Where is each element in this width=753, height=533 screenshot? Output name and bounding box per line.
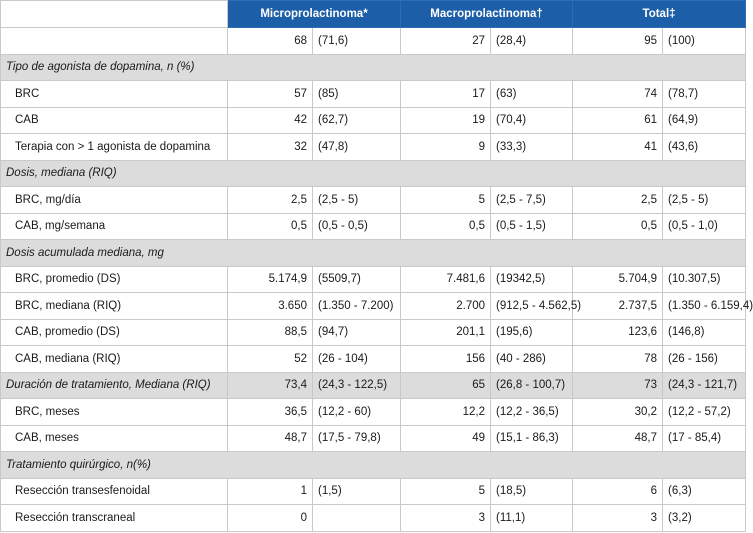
count-cell: 61 bbox=[573, 107, 663, 134]
range-cell: (0,5 - 1,0) bbox=[663, 213, 746, 240]
range-cell: (43,6) bbox=[663, 134, 746, 161]
table-row bbox=[1, 266, 746, 293]
count-cell: 0,5 bbox=[573, 213, 663, 240]
totals-macro-n: 27 bbox=[401, 28, 491, 55]
count-cell: 2,5 bbox=[573, 187, 663, 214]
section-value-cell: 73 bbox=[573, 372, 663, 399]
row-label: BRC, meses bbox=[1, 399, 228, 426]
row-label: Resección transcraneal bbox=[1, 505, 228, 532]
count-cell: 88,5 bbox=[228, 319, 313, 346]
count-cell: 30,2 bbox=[573, 399, 663, 426]
range-cell: (2,5 - 5) bbox=[313, 187, 401, 214]
section-value-cell: 73,4 bbox=[228, 372, 313, 399]
range-cell: (1.350 - 6.159,4) bbox=[663, 293, 746, 320]
range-cell: (15,1 - 86,3) bbox=[491, 425, 573, 452]
section-value-cell: (24,3 - 122,5) bbox=[313, 372, 401, 399]
count-cell: 9 bbox=[401, 134, 491, 161]
count-cell: 12,2 bbox=[401, 399, 491, 426]
section-title: Dosis acumulada mediana, mg bbox=[1, 240, 746, 267]
totals-micro-n: 68 bbox=[228, 28, 313, 55]
count-cell: 32 bbox=[228, 134, 313, 161]
count-cell: 1 bbox=[228, 478, 313, 505]
count-cell: 7.481,6 bbox=[401, 266, 491, 293]
count-cell: 0 bbox=[228, 505, 313, 532]
table-row bbox=[1, 319, 746, 346]
range-cell: (0,5 - 1,5) bbox=[491, 213, 573, 240]
table-row bbox=[1, 107, 746, 134]
range-cell: (26 - 156) bbox=[663, 346, 746, 373]
range-cell: (33,3) bbox=[491, 134, 573, 161]
range-cell: (26 - 104) bbox=[313, 346, 401, 373]
count-cell: 3 bbox=[573, 505, 663, 532]
count-cell: 17 bbox=[401, 81, 491, 108]
range-cell: (85) bbox=[313, 81, 401, 108]
section-header-row bbox=[1, 240, 746, 267]
table-row bbox=[1, 346, 746, 373]
range-cell: (10.307,5) bbox=[663, 266, 746, 293]
row-label: CAB, mediana (RIQ) bbox=[1, 346, 228, 373]
section-value-cell: (24,3 - 121,7) bbox=[663, 372, 746, 399]
count-cell: 74 bbox=[573, 81, 663, 108]
totals-total-p: (100) bbox=[663, 28, 746, 55]
count-cell: 5.174,9 bbox=[228, 266, 313, 293]
section-title: Dosis, mediana (RIQ) bbox=[1, 160, 746, 187]
range-cell: (63) bbox=[491, 81, 573, 108]
count-cell: 2.700 bbox=[401, 293, 491, 320]
section-header-row bbox=[1, 452, 746, 479]
range-cell: (195,6) bbox=[491, 319, 573, 346]
count-cell: 0,5 bbox=[228, 213, 313, 240]
count-cell: 3.650 bbox=[228, 293, 313, 320]
count-cell: 48,7 bbox=[573, 425, 663, 452]
table-header-row bbox=[1, 1, 746, 28]
table-row bbox=[1, 478, 746, 505]
totals-row bbox=[1, 28, 746, 55]
range-cell: (12,2 - 57,2) bbox=[663, 399, 746, 426]
count-cell: 2.737,5 bbox=[573, 293, 663, 320]
row-label: CAB, promedio (DS) bbox=[1, 319, 228, 346]
row-label: BRC, promedio (DS) bbox=[1, 266, 228, 293]
table-row bbox=[1, 134, 746, 161]
totals-label bbox=[1, 28, 228, 55]
count-cell: 42 bbox=[228, 107, 313, 134]
section-header-row bbox=[1, 372, 746, 399]
count-cell: 123,6 bbox=[573, 319, 663, 346]
header-empty-cell bbox=[1, 1, 228, 28]
count-cell: 5 bbox=[401, 187, 491, 214]
table-row bbox=[1, 399, 746, 426]
count-cell: 5.704,9 bbox=[573, 266, 663, 293]
row-label: BRC, mg/día bbox=[1, 187, 228, 214]
range-cell: (11,1) bbox=[491, 505, 573, 532]
range-cell: (18,5) bbox=[491, 478, 573, 505]
section-title: Tratamiento quirúrgico, n(%) bbox=[1, 452, 746, 479]
range-cell: (2,5 - 7,5) bbox=[491, 187, 573, 214]
range-cell: (1,5) bbox=[313, 478, 401, 505]
section-title: Duración de tratamiento, Mediana (RIQ) bbox=[1, 372, 228, 399]
count-cell: 36,5 bbox=[228, 399, 313, 426]
count-cell: 156 bbox=[401, 346, 491, 373]
header-macroprolactinoma: Macroprolactinoma† bbox=[401, 1, 573, 28]
table-row bbox=[1, 213, 746, 240]
range-cell: (5509,7) bbox=[313, 266, 401, 293]
count-cell: 52 bbox=[228, 346, 313, 373]
range-cell: (40 - 286) bbox=[491, 346, 573, 373]
row-label: BRC bbox=[1, 81, 228, 108]
section-header-row bbox=[1, 54, 746, 81]
header-microprolactinoma: Microprolactinoma* bbox=[228, 1, 401, 28]
count-cell: 41 bbox=[573, 134, 663, 161]
count-cell: 57 bbox=[228, 81, 313, 108]
range-cell: (12,2 - 36,5) bbox=[491, 399, 573, 426]
totals-macro-p: (28,4) bbox=[491, 28, 573, 55]
row-label: CAB bbox=[1, 107, 228, 134]
table-row bbox=[1, 505, 746, 532]
row-label: Terapia con > 1 agonista de dopamina bbox=[1, 134, 228, 161]
range-cell: (0,5 - 0,5) bbox=[313, 213, 401, 240]
range-cell: (78,7) bbox=[663, 81, 746, 108]
range-cell: (47,8) bbox=[313, 134, 401, 161]
count-cell: 78 bbox=[573, 346, 663, 373]
range-cell: (17,5 - 79,8) bbox=[313, 425, 401, 452]
range-cell: (17 - 85,4) bbox=[663, 425, 746, 452]
count-cell: 0,5 bbox=[401, 213, 491, 240]
count-cell: 48,7 bbox=[228, 425, 313, 452]
header-total: Total‡ bbox=[573, 1, 746, 28]
table-row bbox=[1, 81, 746, 108]
row-label: Resección transesfenoidal bbox=[1, 478, 228, 505]
range-cell: (146,8) bbox=[663, 319, 746, 346]
table-row bbox=[1, 293, 746, 320]
range-cell: (2,5 - 5) bbox=[663, 187, 746, 214]
range-cell: (912,5 - 4.562,5) bbox=[491, 293, 573, 320]
range-cell: (1.350 - 7.200) bbox=[313, 293, 401, 320]
table-row bbox=[1, 187, 746, 214]
count-cell: 5 bbox=[401, 478, 491, 505]
row-label: BRC, mediana (RIQ) bbox=[1, 293, 228, 320]
table-row bbox=[1, 425, 746, 452]
range-cell: (12,2 - 60) bbox=[313, 399, 401, 426]
row-label: CAB, meses bbox=[1, 425, 228, 452]
count-cell: 19 bbox=[401, 107, 491, 134]
row-label: CAB, mg/semana bbox=[1, 213, 228, 240]
section-value-cell: (26,8 - 100,7) bbox=[491, 372, 573, 399]
range-cell: (3,2) bbox=[663, 505, 746, 532]
count-cell: 201,1 bbox=[401, 319, 491, 346]
totals-total-n: 95 bbox=[573, 28, 663, 55]
count-cell: 49 bbox=[401, 425, 491, 452]
range-cell: (19342,5) bbox=[491, 266, 573, 293]
section-title: Tipo de agonista de dopamina, n (%) bbox=[1, 54, 746, 81]
section-value-cell: 65 bbox=[401, 372, 491, 399]
count-cell: 2,5 bbox=[228, 187, 313, 214]
totals-micro-p: (71,6) bbox=[313, 28, 401, 55]
count-cell: 6 bbox=[573, 478, 663, 505]
section-header-row bbox=[1, 160, 746, 187]
range-cell: (6,3) bbox=[663, 478, 746, 505]
range-cell: (70,4) bbox=[491, 107, 573, 134]
count-cell: 3 bbox=[401, 505, 491, 532]
range-cell: (64,9) bbox=[663, 107, 746, 134]
range-cell: (62,7) bbox=[313, 107, 401, 134]
range-cell bbox=[313, 505, 401, 532]
range-cell: (94,7) bbox=[313, 319, 401, 346]
